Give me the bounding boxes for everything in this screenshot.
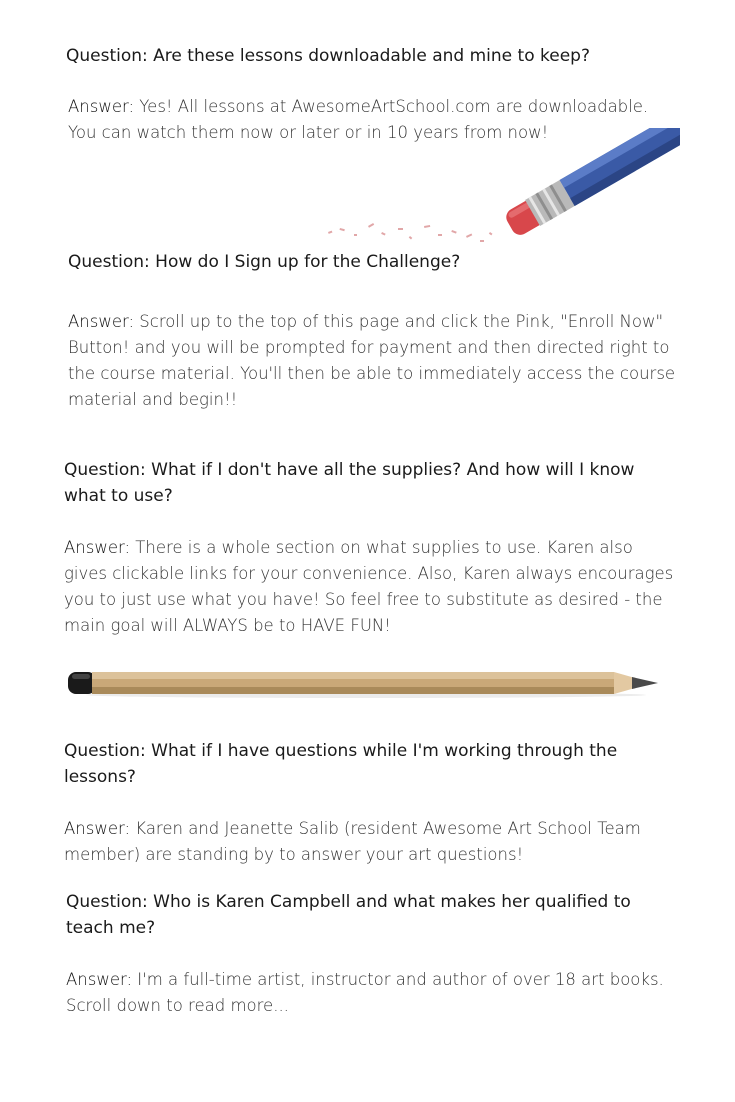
answer-label: Answer: [68,312,135,331]
faq-item-signup [68,249,678,413]
faq-item-supplies [64,457,674,639]
answer-label: Answer: [68,97,135,116]
faq-question: Question: How do I Sign up for the Challenge? [68,252,461,272]
answer-label: Answer: [64,819,131,838]
wooden-pencil-icon [66,668,660,700]
faq-question: Question: Who is Karen Campbell and what makes her qualified to teach me? [66,892,631,938]
faq-answer [68,309,678,413]
faq-question: Question: What if I don't have all the supplies? And how will I know what to use? [64,460,635,506]
faq-answer [64,535,674,639]
answer-text: Karen and Jeanette Salib (resident Awesome Art School Team member) are standing by to answer your art questions! [64,819,641,864]
faq-item-questions [64,738,674,868]
answer-text: Yes! All lessons at AwesomeArtSchool.com are downloadable. You can watch them now or later or in 10 years from now! [68,97,649,142]
faq-item-karen [66,889,676,1019]
blue-pencil-eraser-icon [320,128,680,253]
answer-text: Scroll up to the top of this page and click the Pink, "Enroll Now" Button! and you will be prompted for payment and then directed right to the course material. You'll then be able to immediately access the course material and begin!! [68,312,676,409]
faq-question: Question: What if I have questions while I'm working through the lessons? [64,741,618,787]
answer-text: There is a whole section on what supplies to use. Karen also gives clickable links for your convenience. Also, Karen always encourages you to just use what you have! So feel free to substitute as desired - the main goal will ALWAYS be to HAVE FUN! [64,538,674,635]
answer-label: Answer: [64,538,131,557]
faq-answer [64,816,674,868]
faq-answer [66,967,676,1019]
answer-label: Answer: [66,970,133,989]
answer-text: I'm a full-time artist, instructor and author of over 18 art books. Scroll down to read more... [66,970,664,1015]
faq-question: Question: Are these lessons downloadable and mine to keep? [66,46,590,66]
